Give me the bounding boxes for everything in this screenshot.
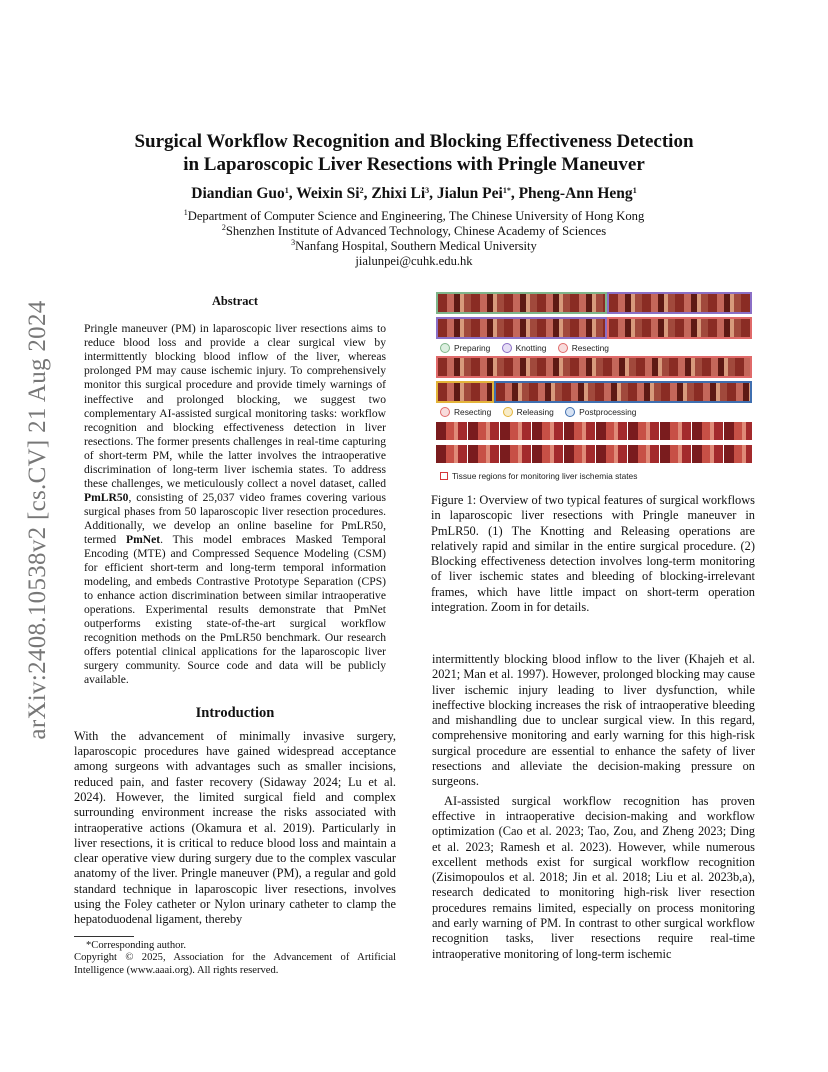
square-icon [440,472,448,480]
title-line-1: Surgical Workflow Recognition and Blocking Effectiveness Detection [134,131,694,152]
intro-paragraph: intermittently blocking blood inflow to the liver (Khajeh et al. 2021; Man et al. 1997). However, prolonged blocking may cause liver ischemic injury leading to liver dysfunction, while ineffective blocking increases the risk of intraoperative bleeding and mishandling due to unclear surgical view. In this regard, comprehensive monitoring and early warning for this high-risk surgical procedure are essential to enhance the safety of liver resections and alleviate the decision-making pressure on surgeons. [432,652,755,789]
introduction-heading: Introduction [195,704,275,721]
author-list: Diandian Guo$^1$, Weixin Si$^2$, Zhixi Li$^3$, Jialun Pei$^{1*}$, Pheng-Ann Heng$^1$ [191,185,637,202]
affiliations [100,209,728,269]
author: Jialun Pei$^{1*}$ [436,185,511,202]
legend-item: Knotting [502,343,547,353]
circle-icon [502,343,512,353]
legend-item: Postprocessing [565,407,636,417]
circle-icon [440,407,450,417]
legend-item: Resecting [558,343,609,353]
affiliation: $^3$Nanfang Hospital, Southern Medical University [291,238,537,253]
intro-paragraph: AI-assisted surgical workflow recognition has proven effective in intraoperative decision-making and workflow optimization (Cao et al. 2023; Tao, Zou, and Zheng 2023; Ding et al. 2023; Ramesh et al. 2023). However, while numerous excellent methods exist for surgical workflow recognition (Zisimopoulos et al. 2018; Jin et al. 2018; Liu et al. 2023b,a), research dedicated to monitoring high-risk liver resection procedures remains limited, especially on process monitoring and early warning of PM. In contrast to other surgical workflow recognition tasks, liver resections require real-time intraoperative monitoring of long-term ischemic [432,793,755,961]
frame-strip [436,356,752,378]
affiliation: $^2$Shenzhen Institute of Advanced Technology, Chinese Academy of Sciences [221,223,607,238]
legend-item: Tissue regions for monitoring liver ischemia states [440,471,637,481]
circle-icon [503,407,513,417]
phase-legend-top [440,343,618,355]
tissue-legend [440,471,646,482]
paper-title [100,130,728,176]
circle-icon [440,343,450,353]
circle-icon [558,343,568,353]
affiliation: $^1$Department of Computer Science and Engineering, The Chinese University of Hong Kong [183,208,645,223]
frame-strip [436,292,752,314]
frame-strip [436,317,752,339]
circle-icon [565,407,575,417]
tissue-frame-strip [436,422,752,440]
phase-legend-bottom [440,407,645,419]
figure-caption: Figure 1: Overview of two typical features of surgical workflows in laparoscopic liver resections with Pringle maneuver in PmLR50. (1) The Knotting and Releasing operations are relatively rapid and similar in the entire surgical procedure. (2) Blocking effectiveness detection involves long-term monitoring of liver ischemic states and bleeding of blocking-irrelevant frames, which have little impact on short-term operation integration. Zoom in for details. [431,493,755,615]
corresponding-footnote: *Corresponding author. [86,939,187,951]
right-column [432,652,755,962]
author: Zhixi Li$^3$ [371,185,430,202]
tissue-frame-strip [436,445,752,463]
left-column [74,294,396,977]
frame-strip [436,381,752,403]
author: Diandian Guo$^1$ [191,185,289,202]
copyright-footnote: Copyright © 2025, Association for the Advancement of Artificial Intelligence (www.aaai.org). All rights reserved. [74,952,396,976]
footnotes [74,940,396,978]
legend-item: Resecting [440,407,491,417]
intro-paragraph: With the advancement of minimally invasive surgery, laparoscopic procedures have gained widespread acceptance among surgeons with advantages such as smaller incisions, reduced pain, and faster recovery (Sidaway 2024; Lu et al. 2024). However, the limited surgical field and complex surrounding environment increase the risks associated with intraoperative actions (Okamura et al. 2019). Particularly in liver resections, it is critical to reduce blood loss and maintain a clear operative view during surgery due to the complex vascular anatomy of the liver. Pringle maneuver (PM), a regular and gold standard technique in laparoscopic liver resections, involves using the Foley catheter or Nylon urinary catheter to clamp the hepatoduodenal ligament, thereby [74,728,396,927]
author: Weixin Si$^2$ [296,185,364,202]
author: Pheng-Ann Heng$^1$ [518,185,637,202]
title-line-2: in Laparoscopic Liver Resections with Pringle Maneuver [183,154,645,175]
abstract-heading: Abstract [211,294,259,308]
legend-item: Preparing [440,343,490,353]
abstract-body: Pringle maneuver (PM) in laparoscopic liver resections aims to reduce blood loss and provide a clear surgical view by intermittently blocking blood inflow of the liver, whereas prolonged PM may cause ischemic injury. To comprehensively monitor this surgical procedure and provide timely warnings of ineffective and prolonged blocking, we suggest two complementary AI-assisted surgical monitoring tasks: workflow recognition and blocking effectiveness detection in liver resections. The former presents challenges in real-time capturing of short-term PM, while the latter involves the intraoperative discrimination of long-term liver ischemia states. To address these challenges, we meticulously collect a novel dataset, called PmLR50, consisting of 25,037 video frames covering various surgical phases from 50 laparoscopic liver resection procedures. Additionally, we develop an online baseline for PmLR50, termed PmNet. This model embraces Masked Temporal Encoding (MTE) and Compressed Sequence Modeling (CSM) for efficient short-term and long-term temporal information modeling, and embeds Contrastive Prototype Separation (CPS) to enhance action discrimination between similar intraoperative operations. Experimental results demonstrate that PmNet outperforms existing state-of-the-art surgical workflow recognition methods on the PmLR50 benchmark. Our research offers potential clinical applications for the laparoscopic liver surgery community. Source code and data will be publicly available. [84,322,387,687]
footnote-rule [74,936,134,937]
email: jialunpei@cuhk.edu.hk [355,254,473,268]
legend-item: Releasing [503,407,554,417]
figure-1 [436,292,752,484]
arxiv-watermark: arXiv:2408.10538v2 [cs.CV] 21 Aug 2024 [24,300,51,740]
